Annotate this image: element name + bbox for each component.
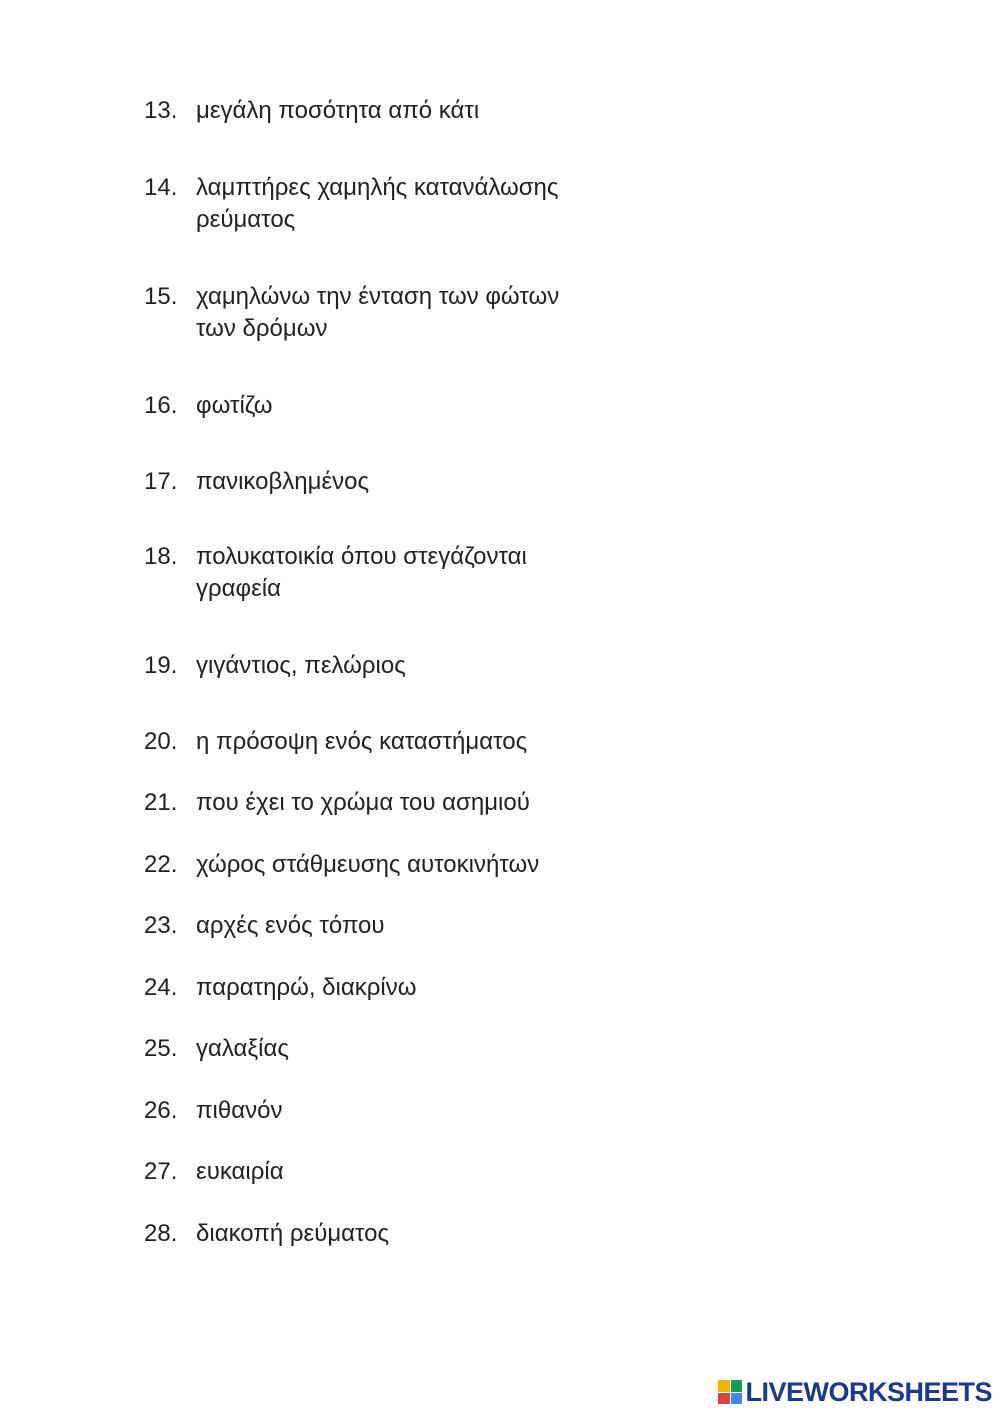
item-number: 20. [144, 728, 178, 755]
list-item [144, 172, 604, 236]
item-number: 13. [144, 97, 178, 124]
list-item [144, 95, 604, 127]
item-text: παρατηρώ, διακρίνω [196, 974, 417, 1001]
item-number: 26. [144, 1097, 178, 1124]
item-text: πανικοβλημένος [196, 468, 370, 495]
logo-mark-tile [718, 1380, 730, 1392]
item-text: διακοπή ρεύματος [196, 1220, 390, 1247]
list-item [144, 1156, 604, 1188]
item-text: η πρόσοψη ενός καταστήματος [196, 728, 528, 755]
item-number: 22. [144, 851, 178, 878]
item-text: φωτίζω [196, 392, 273, 419]
item-number: 16. [144, 392, 178, 419]
item-number: 17. [144, 468, 178, 495]
list-item [144, 390, 604, 422]
item-number: 25. [144, 1035, 178, 1062]
list-item [144, 281, 604, 345]
item-text: πιθανόν [196, 1097, 283, 1124]
list-item [144, 726, 604, 758]
item-number: 15. [144, 283, 178, 310]
item-number: 18. [144, 543, 178, 570]
item-text: γαλαξίας [196, 1035, 289, 1062]
list-item [144, 466, 604, 498]
item-number: 28. [144, 1220, 178, 1247]
item-number: 19. [144, 652, 178, 679]
list-item [144, 787, 604, 819]
list-item [144, 1033, 604, 1065]
logo-mark-tile [718, 1393, 730, 1405]
item-text: χαμηλώνω την ένταση των φώτων των δρόμων [196, 283, 560, 342]
logo-mark-tile [731, 1380, 743, 1392]
item-number: 24. [144, 974, 178, 1001]
list-item [144, 1218, 604, 1250]
item-text: αρχές ενός τόπου [196, 912, 385, 939]
item-number: 27. [144, 1158, 178, 1185]
list-item [144, 541, 604, 605]
liveworksheets-logo [718, 1377, 992, 1407]
item-text: ευκαιρία [196, 1158, 284, 1185]
logo-mark-icon [718, 1380, 742, 1404]
logo-mark-tile [731, 1393, 743, 1405]
logo-text: LIVEWORKSHEETS [745, 1376, 992, 1407]
item-number: 14. [144, 174, 178, 201]
list-item [144, 650, 604, 682]
list-item [144, 849, 604, 881]
item-text: λαμπτήρες χαμηλής κατανάλωσης ρεύματος [196, 174, 559, 233]
item-text: χώρος στάθμευσης αυτοκινήτων [196, 851, 540, 878]
item-number: 21. [144, 789, 178, 816]
list-item [144, 1095, 604, 1127]
list-item [144, 910, 604, 942]
item-text: μεγάλη ποσότητα από κάτι [196, 97, 480, 124]
item-text: που έχει το χρώμα του ασημιού [196, 789, 530, 816]
item-text: πολυκατοικία όπου στεγάζονται γραφεία [196, 543, 527, 602]
item-number: 23. [144, 912, 178, 939]
item-text: γιγάντιος, πελώριος [196, 652, 406, 679]
list-item [144, 972, 604, 1004]
